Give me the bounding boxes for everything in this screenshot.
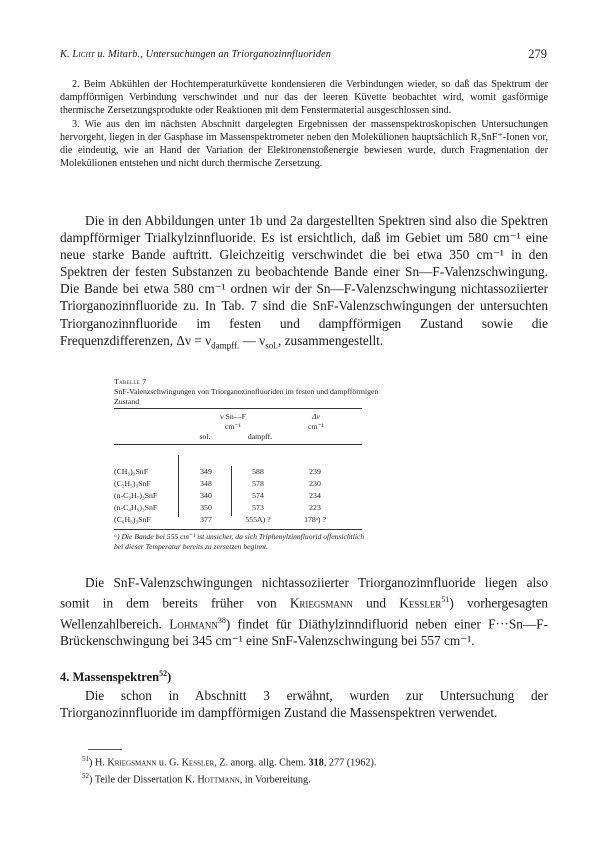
delta-cell: 178ᵃ) ?: [304, 514, 326, 524]
header-author: K. Licht: [60, 49, 95, 60]
header-title: u. Mitarb., Untersuchungen an Triorganozinnfluoriden: [94, 49, 332, 60]
dampf-cell: 588: [252, 466, 264, 476]
table-header-sol: sol.: [199, 432, 211, 441]
paragraph-vibrations-text: Die SnF-Valenzschwingungen nichtassoziierter Triorganozinnfluoride liegen also somit in dem bereits früher von: [60, 575, 548, 611]
table-row: [114, 489, 344, 501]
table-delta-label: Δν: [311, 412, 321, 421]
section-title-close: ): [167, 670, 172, 685]
dampf-cell: 574: [252, 490, 264, 500]
running-header: [60, 49, 331, 60]
table-delta-header: [296, 412, 336, 432]
reference-number: 52: [82, 771, 89, 780]
reference-author: K. Hottmann: [184, 774, 240, 786]
reference-status: , in Vorbereitung.: [239, 774, 311, 786]
table-group-label: ν Sn—F: [220, 412, 246, 421]
dampf-cell: 555A) ?: [245, 514, 271, 524]
subscript-sol: sol.: [265, 340, 278, 351]
paragraph-spectra: [60, 212, 548, 354]
reference-item: $^{51}$) H. Kriegsmann u. G. Kessler, Z. anorg. allg. Chem. 318, 277 (1962).: [82, 755, 377, 769]
reference-author: Kessler: [181, 757, 215, 769]
delta-cell: 223: [309, 502, 321, 512]
paragraph-spectra-end: , zusammengestellt.: [277, 332, 384, 348]
table-row: [114, 477, 344, 489]
paragraph-spectra-mid: — ν: [239, 332, 266, 348]
table-row: [114, 513, 344, 525]
reference-journal: , Z. anorg. allg. Chem.: [214, 757, 309, 769]
reference-number: 51: [82, 755, 89, 763]
reference-pages: , 277 (1962).: [323, 757, 377, 769]
compound-cell: (n-C₃H₇)₃SnF: [114, 490, 158, 500]
data-table: [114, 465, 344, 525]
reference-list: [60, 753, 548, 787]
table-footnote: ᵃ) Die Bande bei 555 cm⁻¹ ist unsicher, da sich Triphenylzinnfluorid offensichtlich bei dieser Temperatur bereits zu zersetzen beginnt.: [114, 532, 365, 551]
table-caption-text: SnF-Valenzschwingungen von Triorganozinnfluoriden im festen und dampfförmigen Zustand: [114, 387, 379, 406]
subscript-dampff: dampff.: [211, 340, 240, 351]
table-row: [114, 465, 344, 477]
paragraph-vibrations: [60, 574, 548, 649]
compound-cell: (CH₃)₃SnF: [114, 466, 149, 476]
delta-cell: 230: [309, 478, 321, 488]
page-number: 279: [528, 47, 547, 61]
table-bottom-rule: [114, 529, 362, 530]
ref-superscript: 38: [217, 615, 226, 625]
table-group-header: [182, 412, 284, 432]
author-kessler: Kessler: [399, 595, 442, 611]
sol-cell: 377: [200, 514, 212, 524]
footnote-3: 3. Wie aus den im nächsten Abschnitt dargelegten Ergebnissen der massenspektroskopischen Untersuchungen hervorgeht, liegen in der Gasphase im Massenspektrometer neben den Molekülionen hauptsächlich R₂SnF⁺-Ionen vor, die eindeutig, wie an Hand der Variation der Elektronenstoßenergie bewiesen wurde, durch Fragmentation der Molekülionen entstehen und nicht durch thermische Zersetzung.: [60, 118, 548, 170]
paragraph-vibrations-text-2: ) vorhergesagten Wellenzahlbereich.: [60, 595, 548, 632]
footnote-separator: [88, 749, 122, 750]
reference-text: Teile der Dissertation: [94, 774, 185, 786]
delta-cell: 239: [309, 466, 321, 476]
delta-cell: 234: [309, 490, 321, 500]
sol-cell: 349: [200, 466, 212, 476]
ref-superscript: 52: [159, 669, 168, 678]
compound-cell: (C₂H₅)₃SnF: [114, 478, 151, 488]
table-row: [114, 501, 344, 513]
paragraph-vibrations-text-3: ) findet für Diäthylzinndifluorid neben einer F···Sn—F-Brückenschwingung bei 345 cm⁻¹ eine SnF-Valenzschwingung bei 557 cm⁻¹.: [60, 616, 548, 649]
sol-cell: 340: [200, 490, 212, 500]
ref-superscript: 51: [441, 595, 450, 605]
section-title: 4. Massenspektren: [60, 670, 160, 685]
compound-cell: (C₆H₅)₃SnF: [114, 514, 151, 524]
dampf-cell: 573: [252, 502, 264, 512]
paragraph-mass-spectra-text: Die schon in Abschnitt 3 erwähnt, wurden zur Untersuchung der Triorganozinnfluoride im dampfförmigen Zustand die Massenspektren verwendet.: [60, 688, 548, 721]
reference-connector: u. G.: [156, 757, 182, 769]
dampf-cell: 578: [252, 478, 264, 488]
paragraph-connector: und: [352, 595, 400, 611]
compound-cell: (n-C₄H₉)₃SnF: [114, 502, 158, 512]
sol-cell: 348: [200, 478, 212, 488]
section-heading: [60, 669, 171, 685]
table-group-unit: cm⁻¹: [225, 422, 241, 431]
author-kriegsmann: Kriegsmann: [289, 595, 353, 611]
paragraph-spectra-text: Die in den Abbildungen unter 1b und 2a dargestellten Spektren sind also die Spektren dampfförmiger Trialkylzinnfluoride. Es ist ersichtlich, daß im Gebiet um 580 cm⁻¹ eine neue starke Bande auftritt. Gleichzeitig verschwindet die bei etwa 350 cm⁻¹ in den Spektren der festen Substanzen zu beobachtende Bande einer Sn—F-Valenzschwingung. Die Bande bei etwa 580 cm⁻¹ ordnen wir der Sn—F-Valenzschwingung nichtassoziierter Triorganozinnfluoride zu. In Tab. 7 sind die SnF-Valenzschwingungen der untersuchten Triorganozinnfluoride im festen und dampfförmigen Zustand sowie die Frequenzdifferenzen, Δν = ν: [60, 213, 548, 348]
table-caption: [114, 377, 404, 407]
reference-author: H. Kriegsmann: [94, 757, 157, 769]
paragraph-mass-spectra: [60, 687, 548, 721]
footnote-list: [60, 78, 548, 170]
footnote-2: 2. Beim Abkühlen der Hochtemperaturküvette kondensieren die Verbindungen wieder, so daß das Spektrum der dampfförmigen Verbindung verschwindet und nur das der leeren Küvette beobachtet wird, womit gasförmige thermische Zersetzungsprodukte oder Reaktionen mit dem Fenstermaterial ausgeschlossen sind.: [60, 79, 548, 117]
reference-item: $^{52}$) Teile der Dissertation K. Hottmann, in Vorbereitung.: [82, 771, 311, 786]
table-top-rule: [114, 408, 362, 409]
table-header-rule: [114, 444, 362, 445]
sol-cell: 350: [200, 502, 212, 512]
table-number: Tabelle 7: [114, 377, 147, 386]
table-delta-unit: cm⁻¹: [308, 422, 324, 431]
table-header-dampf: dampff.: [247, 432, 273, 441]
author-lohmann: Lohmann: [169, 616, 218, 632]
reference-volume: 318: [308, 757, 324, 769]
